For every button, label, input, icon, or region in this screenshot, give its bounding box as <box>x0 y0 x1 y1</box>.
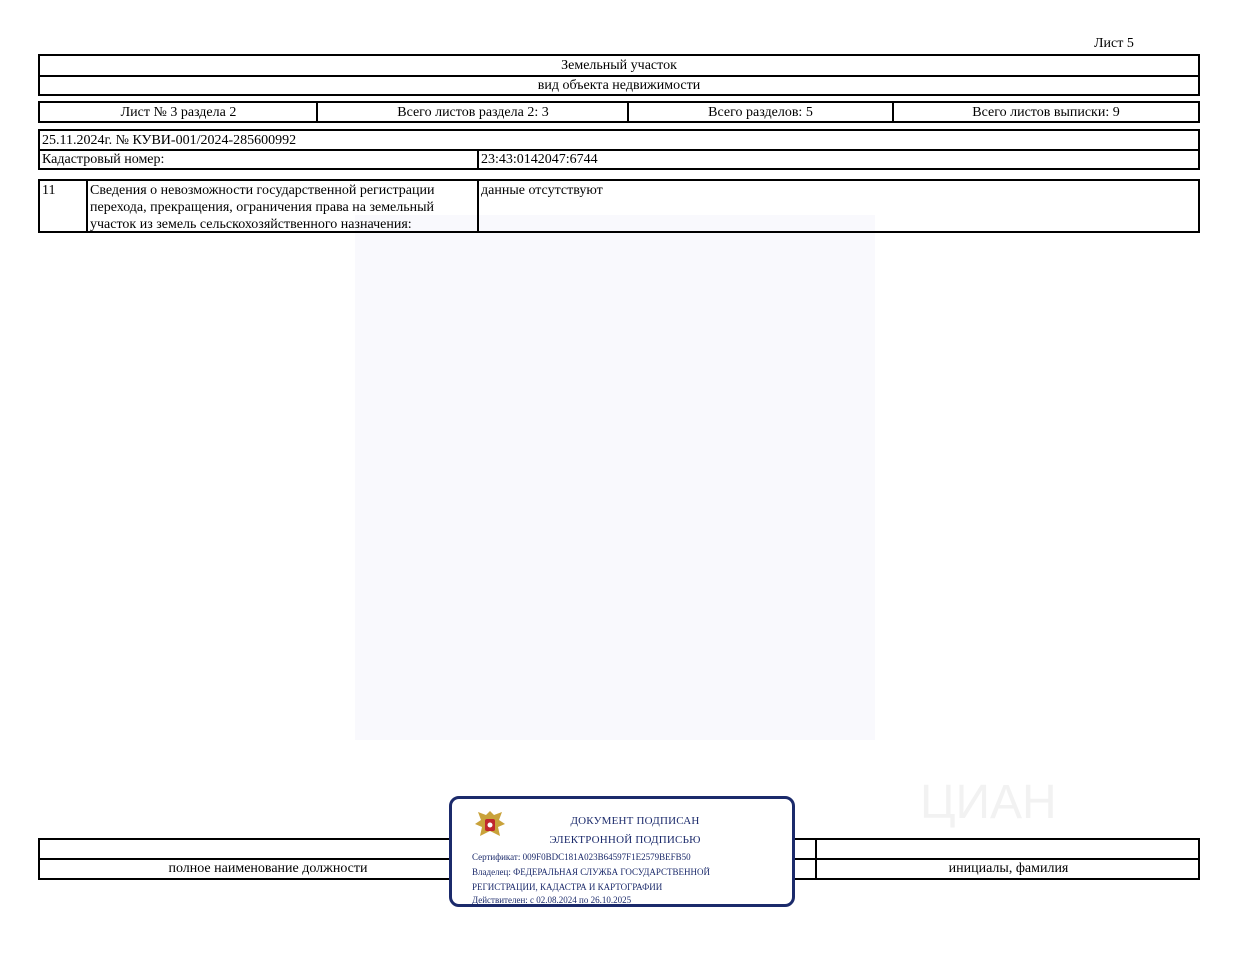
sheet-of-section: Лист № 3 раздела 2 <box>120 105 237 120</box>
name-caption: инициалы, фамилия <box>948 861 1069 876</box>
row-description-line: участок из земель сельскохозяйственного назначения: <box>90 217 412 232</box>
date-number: 25.11.2024г. № КУВИ-001/2024-285600992 <box>42 133 297 148</box>
total-sheets-extract: Всего листов выписки: 9 <box>972 105 1120 120</box>
electronic-signature-stamp <box>449 796 795 907</box>
stamp-owner-line2: РЕГИСТРАЦИИ, КАДАСТРА И КАРТОГРАФИИ <box>472 882 663 892</box>
divider <box>477 181 479 231</box>
stamp-title-line2: ЭЛЕКТРОННОЙ ПОДПИСЬЮ <box>549 834 701 846</box>
sheet-label: Лист 5 <box>1094 36 1134 51</box>
object-type-table <box>38 54 1200 96</box>
row-description-line: перехода, прекращения, ограничения права на земельный <box>90 200 435 215</box>
object-type: Земельный участок <box>561 58 677 73</box>
stamp-certificate: Сертификат: 009F0BDC181A023B64597F1E2579BEFB50 <box>472 852 691 862</box>
data-row-table <box>38 179 1200 233</box>
section-info-table <box>38 101 1200 123</box>
object-type-caption: вид объекта недвижимости <box>537 78 701 93</box>
background-watermark <box>355 215 875 740</box>
divider <box>40 149 1198 151</box>
row-number: 11 <box>42 183 56 198</box>
row-description-line: Сведения о невозможности государственной регистрации <box>90 183 435 198</box>
total-sheets-section: Всего листов раздела 2: 3 <box>397 105 549 120</box>
watermark-logo: ЦИАН <box>920 776 1057 829</box>
cadastral-label: Кадастровый номер: <box>42 152 165 167</box>
total-sections: Всего разделов: 5 <box>708 105 813 120</box>
stamp-validity: Действителен: с 02.08.2024 по 26.10.2025 <box>472 895 632 905</box>
stamp-owner-line1: Владелец: ФЕДЕРАЛЬНАЯ СЛУЖБА ГОСУДАРСТВЕННОЙ <box>472 867 711 877</box>
divider <box>477 149 479 168</box>
cadastral-value: 23:43:0142047:6744 <box>481 152 598 167</box>
doc-info-table <box>38 129 1200 170</box>
row-value: данные отсутствуют <box>481 183 603 198</box>
stamp-title-line1: ДОКУМЕНТ ПОДПИСАН <box>570 815 700 827</box>
position-caption: полное наименование должности <box>168 861 368 876</box>
divider <box>86 181 88 231</box>
